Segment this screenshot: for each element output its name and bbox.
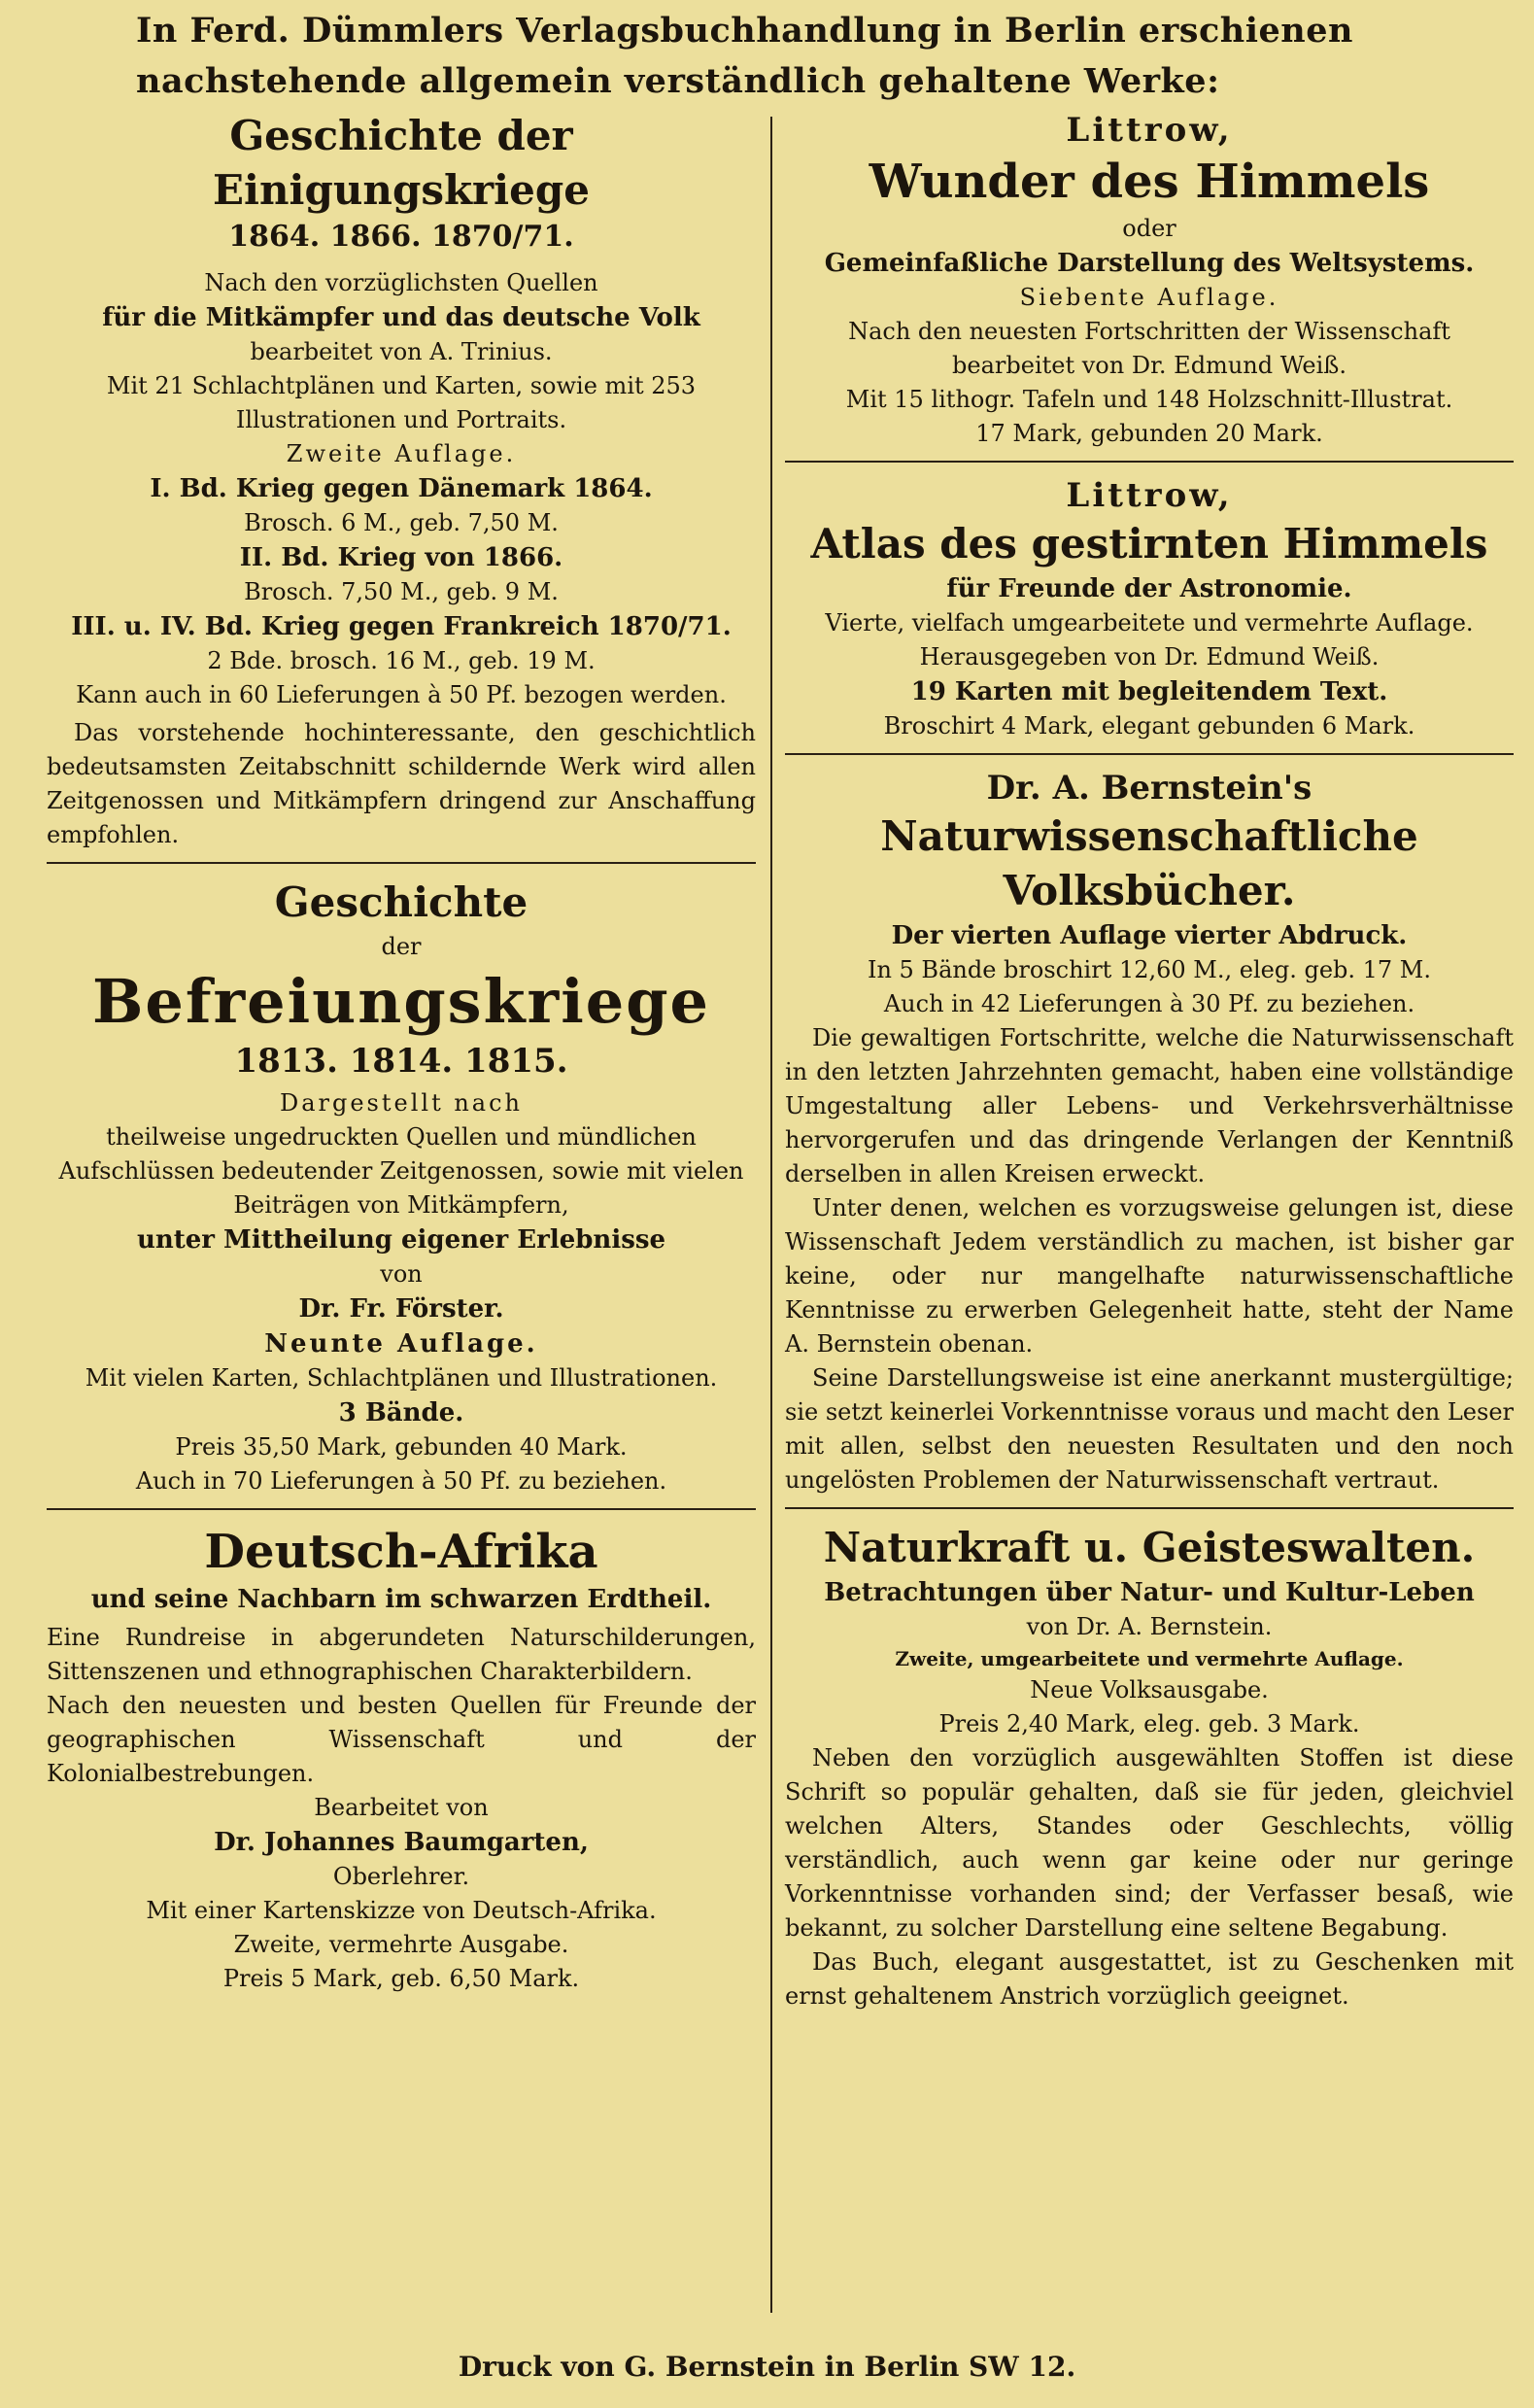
price-line: In 5 Bände broschirt 12,60 M., eleg. geb. 17 M. xyxy=(867,956,1432,983)
book-title: Naturwissenschaftliche Volksbücher. xyxy=(880,812,1418,914)
section-divider xyxy=(785,753,1514,755)
description-paragraph-3: Seine Darstellungsweise ist eine anerkannt mustergültige; sie setzt keinerlei Vorkenntnisse voraus und macht den Leser mit allen, selbst den neuesten Resultaten und den noch ungelösten Problemen der Naturwissenschaft vertraut. xyxy=(785,1364,1514,1494)
description-paragraph-2: Unter denen, welchen es vorzugsweise gelungen ist, diese Wissenschaft Jedem verständlich zu machen, ist bisher gar keine, oder nur mangelhafte naturwissenschaftliche Kenntnisse zu erwerben Gelegenheit hatte, steht der Name A. Bernstein obenan. xyxy=(785,1194,1514,1358)
book-subtitle: Gemeinfaßliche Darstellung des Weltsystems. xyxy=(824,249,1475,278)
book-title-main: Befreiungskriege xyxy=(91,966,710,1037)
book-years: 1813. 1814. 1815. xyxy=(234,1042,568,1081)
price-line: 17 Mark, gebunden 20 Mark. xyxy=(975,420,1323,447)
edition-line: Zweite Auflage. xyxy=(286,440,517,467)
editor-line: Nach den neuesten Fortschritten der Wissenschaft bearbeitet von Dr. Edmund Weiß. xyxy=(848,318,1450,379)
section-divider xyxy=(785,461,1514,463)
author-heading: Littrow, xyxy=(1066,476,1233,515)
description-line-2: Nach den neuesten und besten Quellen für Freunde der geographischen Wissenschaft und der Kolonialbestrebungen. xyxy=(47,1692,756,1787)
author-title: Oberlehrer. xyxy=(332,1863,470,1890)
author-line: Dr. Johannes Baumgarten, xyxy=(214,1828,589,1857)
ad-atlas xyxy=(785,474,1514,743)
section-divider xyxy=(785,1507,1514,1509)
edition-line: Neunte Auflage. xyxy=(264,1329,538,1359)
volume-3-price: 2 Bde. brosch. 16 M., geb. 19 M. xyxy=(207,647,596,674)
volume-1-price: Brosch. 6 M., geb. 7,50 M. xyxy=(244,509,559,536)
author-line: von Dr. A. Bernstein. xyxy=(1026,1613,1273,1640)
edition-line: Zweite, umgearbeitete und vermehrte Auflage. xyxy=(895,1647,1404,1670)
author-line: bearbeitet von A. Trinius. xyxy=(250,338,553,365)
volume-1-title: I. Bd. Krieg gegen Dänemark 1864. xyxy=(150,474,653,503)
price-line: Preis 35,50 Mark, gebunden 40 Mark. xyxy=(175,1433,628,1461)
maps-note: 19 Karten mit begleitendem Text. xyxy=(910,677,1388,706)
ad-wunder-des-himmels xyxy=(785,109,1514,451)
experiences-line: unter Mittheilung eigener Erlebnisse xyxy=(136,1225,666,1255)
edition-line: Siebente Auflage. xyxy=(1019,284,1279,311)
ad-naturkraft xyxy=(785,1521,1514,2013)
book-title: Geschichte der Einigungskriege xyxy=(213,112,590,214)
description-line-1: Eine Rundreise in abgerundeten Naturschilderungen, Sittenszenen und ethnographischen Charakterbildern. xyxy=(47,1624,756,1685)
by-line: von xyxy=(380,1260,423,1288)
or-line: oder xyxy=(1122,215,1176,242)
section-divider xyxy=(47,862,756,864)
book-title-line-1: Geschichte xyxy=(274,878,528,926)
description-paragraph-2: Das Buch, elegant ausgestattet, ist zu Geschenken mit ernst gehaltenem Anstrich vorzüglich geeignet. xyxy=(785,1948,1514,2010)
edition-line: Vierte, vielfach umgearbeitete und vermehrte Auflage. xyxy=(825,609,1474,636)
description-paragraph-1: Die gewaltigen Fortschritte, welche die Naturwissenschaft in den letzten Jahrzehnten gemacht, haben eine vollständige Umgestaltung aller Lebens- und Verkehrsverhältnisse hervorgerufen und das dringende Verlangen der Kenntniß derselben in allen Kreisen erweckt. xyxy=(785,1024,1514,1187)
plates-note: Mit 15 lithogr. Tafeln und 148 Holzschnitt-Illustrat. xyxy=(845,386,1453,413)
recommendation-text: Das vorstehende hochinteressante, den geschichtlich bedeutsamsten Zeitabschnitt schildernde Werk wird allen Zeitgenossen und Mitkämpfern dringend zur Anschaffung empfohlen. xyxy=(47,719,756,848)
book-title: Naturkraft u. Geisteswalten. xyxy=(823,1524,1476,1571)
volume-3-title: III. u. IV. Bd. Krieg gegen Frankreich 1870/71. xyxy=(71,612,732,641)
book-title: Wunder des Himmels xyxy=(869,155,1430,209)
audience-line: für die Mitkämpfer und das deutsche Volk xyxy=(102,303,700,332)
edition-line: Zweite, vermehrte Ausgabe. xyxy=(233,1931,569,1958)
author-heading: Littrow, xyxy=(1066,111,1233,150)
source-note: Nach den vorzüglichsten Quellen xyxy=(204,269,598,296)
volumes-count: 3 Bände. xyxy=(338,1398,464,1428)
book-title: Atlas des gestirnten Himmels xyxy=(810,520,1488,568)
column-divider xyxy=(770,117,772,2313)
ad-einigungskriege xyxy=(47,109,756,852)
ad-volksbuecher xyxy=(785,767,1514,1497)
map-note: Mit einer Kartenskizze von Deutsch-Afrika. xyxy=(146,1897,657,1924)
price-line: Preis 5 Mark, geb. 6,50 Mark. xyxy=(222,1965,580,1992)
delivery-note: Kann auch in 60 Lieferungen à 50 Pf. bezogen werden. xyxy=(76,681,727,708)
presented-by-line: Dargestellt nach xyxy=(279,1089,524,1117)
sources-note: theilweise ungedruckten Quellen und mündlichen Aufschlüssen bedeutender Zeitgenossen, sowie mit vielen Beiträgen von Mitkämpfern, xyxy=(58,1123,744,1219)
book-subtitle: für Freunde der Astronomie. xyxy=(946,574,1352,603)
book-subtitle: und seine Nachbarn im schwarzen Erdtheil. xyxy=(90,1585,712,1614)
volume-2-price: Brosch. 7,50 M., geb. 9 M. xyxy=(244,578,559,605)
delivery-note: Auch in 70 Lieferungen à 50 Pf. zu beziehen. xyxy=(135,1467,667,1495)
folk-edition-line: Neue Volksausgabe. xyxy=(1030,1676,1269,1703)
author-heading: Dr. A. Bernstein's xyxy=(986,769,1312,808)
ad-befreiungskriege xyxy=(47,876,756,1498)
book-years: 1864. 1866. 1870/71. xyxy=(228,220,574,254)
left-column xyxy=(47,109,756,1996)
ad-deutsch-afrika xyxy=(47,1522,756,1996)
section-divider xyxy=(47,1508,756,1510)
book-subtitle: Betrachtungen über Natur- und Kultur-Leben xyxy=(824,1578,1475,1607)
delivery-note: Auch in 42 Lieferungen à 30 Pf. zu beziehen. xyxy=(883,990,1415,1017)
book-title-line-2: der xyxy=(381,933,422,960)
right-column xyxy=(785,109,1514,2013)
author-line: Dr. Fr. Förster. xyxy=(298,1294,504,1324)
edited-by-line: Bearbeitet von xyxy=(314,1794,489,1821)
description-paragraph-1: Neben den vorzüglich ausgewählten Stoffen ist diese Schrift so populär gehalten, daß sie für jeden, gleichviel welchen Alters, Standes oder Geschlechts, völlig verständlich, auch wenn gar keine oder nur geringe Vorkenntnisse vorhanden sind; der Verfasser besaß, wie bekannt, zu solcher Darstellung eine seltene Begabung. xyxy=(785,1744,1514,1942)
publisher-intro: In Ferd. Dümmlers Verlagsbuchhandlung in Berlin erschienen nachstehende allgemein verständlich gehaltene Werke: xyxy=(136,11,1353,101)
book-title: Deutsch-Afrika xyxy=(204,1525,598,1579)
volume-2-title: II. Bd. Krieg von 1866. xyxy=(239,543,563,572)
edition-line: Der vierten Auflage vierter Abdruck. xyxy=(891,921,1408,950)
price-line: Preis 2,40 Mark, eleg. geb. 3 Mark. xyxy=(938,1710,1360,1737)
price-line: Broschirt 4 Mark, elegant gebunden 6 Mark. xyxy=(883,712,1415,740)
editor-line: Herausgegeben von Dr. Edmund Weiß. xyxy=(919,643,1380,671)
illustrations-note: Mit vielen Karten, Schlachtplänen und Illustrationen. xyxy=(85,1364,718,1392)
printer-imprint: Druck von G. Bernstein in Berlin SW 12. xyxy=(458,2351,1076,2383)
illustrations-note: Mit 21 Schlachtplänen und Karten, sowie mit 253 Illustrationen und Portraits. xyxy=(106,372,697,433)
